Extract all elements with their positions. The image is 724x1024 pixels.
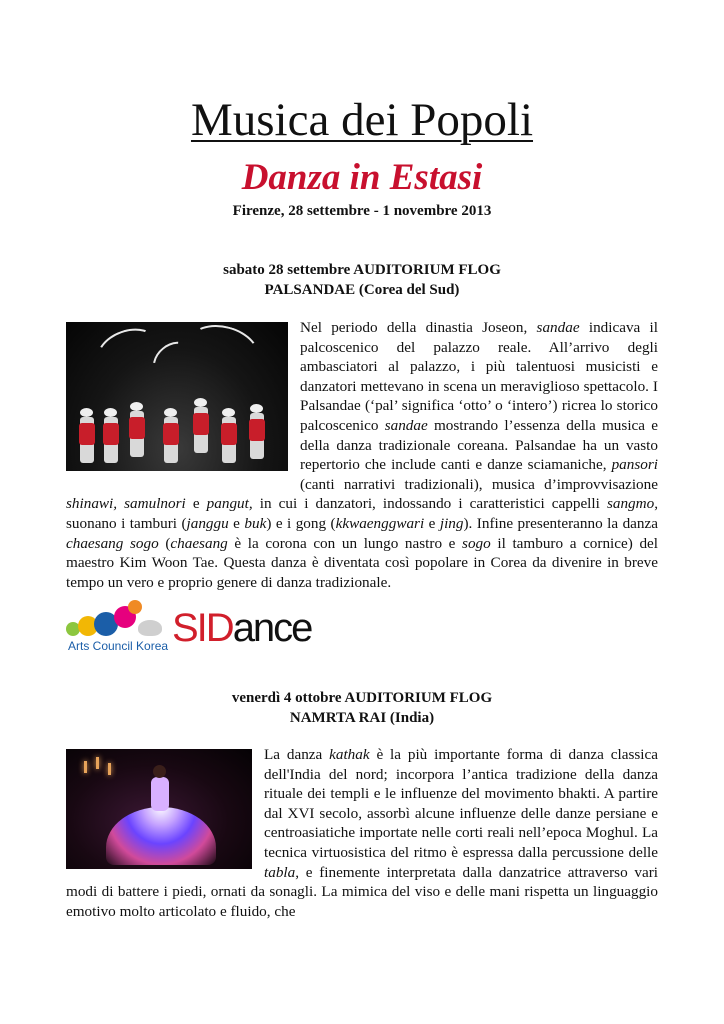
korean-dancers-photo <box>66 322 288 471</box>
event2-description: La danza kathak è la più importante forma di danza classica dell'India del nord; incorpora l’antica tradizione della danza rituale dei templi e le influenze del movimento bhakti. A partire dal XVI secolo, assorbì alcune influenze delle danze persiane e centroasiatiche importate nelle corti reali nell’epoca Moghul. La tecnica virtuosistica del ritmo è espressa dalla percussione delle tabla, e finemente interpretata dalla danzatrice attraverso vari modi di battere i piedi, ornati da sonagli. La mimica del viso e delle mani rispetta un linguaggio emotivo molto articolato e fluido, che <box>66 746 658 920</box>
event1-date-venue: sabato 28 settembre AUDITORIUM FLOG <box>223 262 501 278</box>
sponsor-logos <box>66 600 312 660</box>
event2-date-venue: venerdì 4 ottobre AUDITORIUM FLOG <box>231 690 493 706</box>
sidance-logo: SIDance <box>172 606 312 650</box>
page-subtitle: Danza in Estasi <box>241 157 483 198</box>
event1-performer: PALSANDAE (Corea del Sud) <box>264 282 460 298</box>
event2-performer: NAMRTA RAI (India) <box>289 710 435 726</box>
event1-heading <box>0 260 724 300</box>
event1-description: Nel periodo della dinastia Joseon, sandae indicava il palcoscenico del palazzo reale. All’arrivo degli ambasciatori al palazzo, i più talentuosi musicisti e danzatori mettevano in scena un meraviglioso spettacolo. I Palsandae (‘pal’ significa ‘otto’ o ‘intero’) ricrea lo storico palcoscenico sandae mostrando l’essenza della musica e della danza tradizionale coreana. Palsandae ha un vasto repertorio che include canti e danze sciamaniche, pansori (canti narrativi tradizionali), musica d’improvvisazione shinawi, samulnori e pangut, in cui i danzatori, indossando i caratteristici cappelli sangmo, suonano i tamburi (janggu e buk) e i gong (kkwaenggwari e jing). Infine presenteranno la danza chaesang sogo (chaesang è la corona con un lungo nastro e sogo il tamburo a cornice) del maestro Kim Woon Tae. Questa danza è diventata così popolare in Corea da divenire in breve tempo un vero e proprio genere di danza tradizionale. <box>66 319 659 591</box>
page-title: Musica dei Popoli <box>190 94 534 146</box>
kathak-dancer-photo <box>66 749 252 869</box>
arts-council-korea-logo: Arts Council Korea <box>68 639 169 653</box>
event2-heading <box>0 688 724 728</box>
festival-dates: Firenze, 28 settembre - 1 novembre 2013 <box>232 203 492 219</box>
